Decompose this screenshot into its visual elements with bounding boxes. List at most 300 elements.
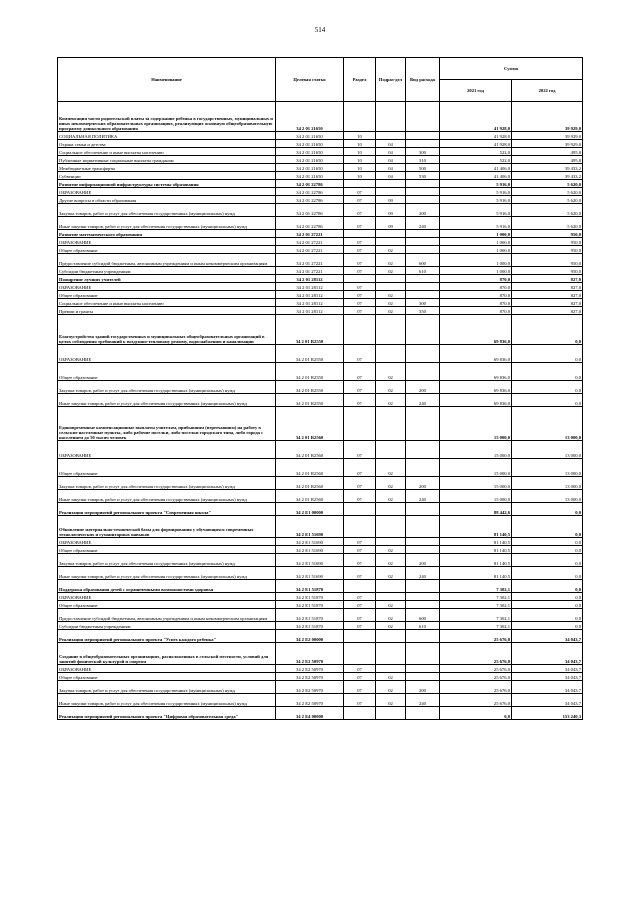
table-row <box>58 381 583 394</box>
table-row <box>58 196 583 204</box>
table-row <box>58 140 583 148</box>
row-code: 34 2 01 21650 <box>276 164 344 172</box>
row-section <box>344 230 376 238</box>
table-row <box>58 164 583 172</box>
table-row <box>58 441 583 459</box>
table-row <box>58 246 583 254</box>
row-section: 07 <box>344 394 376 407</box>
row-code: 34 2 01 28112 <box>276 291 344 299</box>
row-subsection: 02 <box>376 394 406 407</box>
row-sum-2022: 0,0 <box>512 394 583 407</box>
table-row <box>58 593 583 601</box>
table-row <box>58 291 583 299</box>
header-section: Раздел <box>344 58 376 102</box>
table-row <box>58 204 583 217</box>
row-sum-2021: 1 000,0 <box>440 254 512 267</box>
row-expense-type <box>406 630 440 643</box>
row-sum-2021: 69 836,0 <box>440 345 512 363</box>
row-sum-2022: 950,0 <box>512 267 583 275</box>
row-code: 34 2 01 R2550 <box>276 363 344 381</box>
row-sum-2021: 15 000,0 <box>440 477 512 490</box>
row-sum-2022: 0,0 <box>512 593 583 601</box>
row-sum-2022: 0,0 <box>512 567 583 580</box>
row-sum-2021: 7 302,1 <box>440 580 512 593</box>
row-name: ОБРАЗОВАНИЕ <box>58 593 276 601</box>
header-year-2021: 2021 год <box>440 80 512 102</box>
row-expense-type: 200 <box>406 477 440 490</box>
row-subsection <box>376 275 406 283</box>
row-code: 34 2 01 R2560 <box>276 441 344 459</box>
row-section <box>344 516 376 538</box>
row-code: 34 2 01 22786 <box>276 196 344 204</box>
row-sum-2022: 0,0 <box>512 609 583 622</box>
row-section: 07 <box>344 694 376 707</box>
row-name: Иные закупки товаров, работ и услуг для обеспечения государственных (муниципальных) нужд <box>58 567 276 580</box>
row-expense-type <box>406 546 440 554</box>
table-row <box>58 681 583 694</box>
table-row <box>58 601 583 609</box>
row-section: 07 <box>344 381 376 394</box>
row-name: Создание в общеобразовательных организациях, расположенных в сельской местности, условий для занятий физической культурой и спортом <box>58 643 276 665</box>
row-section: 07 <box>344 554 376 567</box>
row-section: 07 <box>344 441 376 459</box>
row-expense-type <box>406 407 440 441</box>
row-subsection <box>376 441 406 459</box>
budget-table <box>57 57 583 720</box>
table-row <box>58 567 583 580</box>
row-sum-2021: 870,0 <box>440 291 512 299</box>
row-subsection: 02 <box>376 254 406 267</box>
row-sum-2022: 0,0 <box>512 601 583 609</box>
row-subsection <box>376 538 406 546</box>
row-expense-type <box>406 246 440 254</box>
row-name: Субвенции <box>58 172 276 180</box>
row-expense-type: 300 <box>406 299 440 307</box>
row-section: 07 <box>344 593 376 601</box>
table-row <box>58 554 583 567</box>
row-sum-2022: 0,0 <box>512 381 583 394</box>
row-sum-2022: 950,0 <box>512 230 583 238</box>
row-sum-2022: 39 929,0 <box>512 140 583 148</box>
row-sum-2021: 41 928,0 <box>440 102 512 132</box>
row-subsection <box>376 345 406 363</box>
row-expense-type <box>406 345 440 363</box>
row-section: 07 <box>344 477 376 490</box>
row-expense-type <box>406 707 440 720</box>
row-sum-2022: 950,0 <box>512 254 583 267</box>
row-sum-2021: 5 916,0 <box>440 204 512 217</box>
table-row <box>58 132 583 140</box>
row-code: 34 2 01 22786 <box>276 204 344 217</box>
table-row <box>58 643 583 665</box>
row-sum-2022: 0,0 <box>512 538 583 546</box>
row-code: 34 2 01 28112 <box>276 307 344 315</box>
row-sum-2021: 5 916,0 <box>440 196 512 204</box>
table-row <box>58 275 583 283</box>
row-expense-type <box>406 673 440 681</box>
table-row <box>58 307 583 315</box>
row-sum-2022: 0,0 <box>512 315 583 345</box>
row-sum-2021: 5 916,0 <box>440 217 512 230</box>
row-expense-type <box>406 503 440 516</box>
row-name: Общее образование <box>58 291 276 299</box>
table-row <box>58 254 583 267</box>
row-sum-2021: 25 676,0 <box>440 681 512 694</box>
table-row <box>58 503 583 516</box>
row-expense-type <box>406 140 440 148</box>
row-subsection <box>376 665 406 673</box>
row-expense-type: 600 <box>406 254 440 267</box>
row-section <box>344 180 376 188</box>
row-code: 34 2 E1 51870 <box>276 580 344 593</box>
row-name: Иные закупки товаров, работ и услуг для обеспечения государственных (муниципальных) нужд <box>58 217 276 230</box>
table-row <box>58 580 583 593</box>
row-subsection: 02 <box>376 381 406 394</box>
row-code: 34 2 01 22786 <box>276 217 344 230</box>
row-sum-2021: 69 836,0 <box>440 315 512 345</box>
row-subsection: 02 <box>376 546 406 554</box>
table-row <box>58 172 583 180</box>
row-subsection <box>376 238 406 246</box>
row-section: 07 <box>344 609 376 622</box>
row-expense-type <box>406 665 440 673</box>
row-expense-type <box>406 188 440 196</box>
row-subsection: 02 <box>376 307 406 315</box>
row-section: 07 <box>344 345 376 363</box>
table-row <box>58 459 583 477</box>
row-sum-2022: 5 620,0 <box>512 196 583 204</box>
row-sum-2022: 0,0 <box>512 516 583 538</box>
row-code: 34 2 01 28112 <box>276 275 344 283</box>
page-number: 514 <box>314 26 326 34</box>
row-expense-type: 350 <box>406 307 440 315</box>
row-sum-2021: 7 302,1 <box>440 593 512 601</box>
row-name: Закупка товаров, работ и услуг для обеспечения государственных (муниципальных) нужд <box>58 554 276 567</box>
header-expense-type: Вид расхода <box>406 58 440 102</box>
row-section <box>344 630 376 643</box>
row-code: 34 2 01 27221 <box>276 254 344 267</box>
row-code: 34 2 01 R2550 <box>276 381 344 394</box>
row-name: Социальное обеспечение и иные выплаты населению <box>58 148 276 156</box>
row-name: Реализация мероприятий регионального проекта "Современная школа" <box>58 503 276 516</box>
row-subsection: 02 <box>376 490 406 503</box>
row-code: 34 2 E1 51690 <box>276 516 344 538</box>
row-expense-type <box>406 291 440 299</box>
row-name: ОБРАЗОВАНИЕ <box>58 441 276 459</box>
row-sum-2022: 13 000,0 <box>512 407 583 441</box>
row-sum-2021: 81 140,5 <box>440 554 512 567</box>
row-section <box>344 102 376 132</box>
row-sum-2022: 827,0 <box>512 283 583 291</box>
table-row <box>58 407 583 441</box>
row-sum-2022: 0,0 <box>512 546 583 554</box>
row-subsection: 02 <box>376 681 406 694</box>
table-row <box>58 546 583 554</box>
table-row <box>58 102 583 132</box>
row-subsection: 04 <box>376 156 406 164</box>
row-section: 07 <box>344 490 376 503</box>
row-expense-type: 600 <box>406 609 440 622</box>
row-sum-2022: 39 433,2 <box>512 172 583 180</box>
row-expense-type: 240 <box>406 694 440 707</box>
row-expense-type: 200 <box>406 204 440 217</box>
row-section: 10 <box>344 156 376 164</box>
row-subsection <box>376 516 406 538</box>
row-sum-2022: 827,0 <box>512 299 583 307</box>
row-section: 07 <box>344 238 376 246</box>
row-sum-2021: 81 140,5 <box>440 567 512 580</box>
row-sum-2021: 69 836,0 <box>440 381 512 394</box>
row-sum-2021: 7 302,1 <box>440 609 512 622</box>
row-code: 34 2 E1 51870 <box>276 593 344 601</box>
table-body <box>58 102 583 720</box>
row-section: 07 <box>344 204 376 217</box>
row-code: 34 2 01 21650 <box>276 102 344 132</box>
row-expense-type: 500 <box>406 164 440 172</box>
row-subsection: 04 <box>376 140 406 148</box>
row-code: 34 2 01 27221 <box>276 246 344 254</box>
row-expense-type <box>406 363 440 381</box>
row-code: 34 2 E2 50970 <box>276 694 344 707</box>
row-name: Закупка товаров, работ и услуг для обеспечения государственных (муниципальных) нужд <box>58 204 276 217</box>
row-expense-type <box>406 132 440 140</box>
table-row <box>58 299 583 307</box>
row-name: Социальное обеспечение и иные выплаты населению <box>58 299 276 307</box>
row-section: 07 <box>344 665 376 673</box>
row-subsection: 02 <box>376 299 406 307</box>
row-name: Реализация мероприятий регионального проекта "Цифровая образовательная среда" <box>58 707 276 720</box>
row-name: Общее образование <box>58 601 276 609</box>
row-sum-2021: 81 140,5 <box>440 546 512 554</box>
row-section: 07 <box>344 246 376 254</box>
row-code: 34 2 01 22786 <box>276 180 344 188</box>
row-code: 34 2 01 28112 <box>276 299 344 307</box>
row-code: 34 2 01 R2560 <box>276 459 344 477</box>
row-sum-2022: 13 000,0 <box>512 490 583 503</box>
table-row <box>58 622 583 630</box>
row-code: 34 2 01 22786 <box>276 188 344 196</box>
table-row <box>58 538 583 546</box>
row-subsection <box>376 180 406 188</box>
row-section: 07 <box>344 299 376 307</box>
row-name: Закупка товаров, работ и услуг для обеспечения государственных (муниципальных) нужд <box>58 477 276 490</box>
row-section: 10 <box>344 172 376 180</box>
header-sum: Сумма <box>440 58 583 80</box>
row-name: Иные закупки товаров, работ и услуг для обеспечения государственных (муниципальных) нужд <box>58 490 276 503</box>
row-subsection: 02 <box>376 267 406 275</box>
row-name: ОБРАЗОВАНИЕ <box>58 345 276 363</box>
row-code: 34 2 01 R2550 <box>276 345 344 363</box>
row-section: 07 <box>344 291 376 299</box>
row-sum-2021: 870,0 <box>440 275 512 283</box>
row-section <box>344 275 376 283</box>
table-row <box>58 394 583 407</box>
row-section: 10 <box>344 132 376 140</box>
row-section <box>344 407 376 441</box>
row-sum-2022: 34 043,7 <box>512 630 583 643</box>
row-sum-2022: 5 620,0 <box>512 204 583 217</box>
row-expense-type: 240 <box>406 490 440 503</box>
row-sum-2021: 1 000,0 <box>440 267 512 275</box>
row-code: 34 2 01 27221 <box>276 267 344 275</box>
row-name: Общее образование <box>58 459 276 477</box>
table-row <box>58 363 583 381</box>
row-sum-2021: 15 000,0 <box>440 441 512 459</box>
row-section <box>344 315 376 345</box>
row-sum-2021: 69 836,0 <box>440 363 512 381</box>
row-sum-2022: 950,0 <box>512 246 583 254</box>
row-section: 07 <box>344 681 376 694</box>
row-subsection <box>376 132 406 140</box>
row-name: Компенсация части родительской платы за содержание ребенка в государственных, муниципальных и иных некоммерческих образовательных организациях, реализующих основную общеобразовательную программу дошкольного образования <box>58 102 276 132</box>
row-name: Другие вопросы в области образования <box>58 196 276 204</box>
row-name: Публичные нормативные социальные выплаты гражданам <box>58 156 276 164</box>
row-sum-2022: 39 929,0 <box>512 102 583 132</box>
row-sum-2021: 25 676,0 <box>440 665 512 673</box>
table-row <box>58 609 583 622</box>
row-subsection <box>376 503 406 516</box>
row-sum-2021: 25 676,0 <box>440 643 512 665</box>
row-code: 34 2 E1 51870 <box>276 622 344 630</box>
row-section: 07 <box>344 673 376 681</box>
row-subsection: 02 <box>376 601 406 609</box>
row-name: Иные закупки товаров, работ и услуг для обеспечения государственных (муниципальных) нужд <box>58 394 276 407</box>
row-sum-2021: 25 676,0 <box>440 694 512 707</box>
row-name: Поддержка образования детей с ограниченными возможностями здоровья <box>58 580 276 593</box>
row-code: 34 2 01 27221 <box>276 230 344 238</box>
table-row <box>58 315 583 345</box>
row-subsection <box>376 102 406 132</box>
row-code: 34 2 E1 51870 <box>276 601 344 609</box>
row-subsection: 02 <box>376 246 406 254</box>
row-subsection <box>376 580 406 593</box>
table-row <box>58 267 583 275</box>
row-sum-2021: 41 928,0 <box>440 140 512 148</box>
row-code: 34 2 01 21650 <box>276 172 344 180</box>
row-sum-2021: 15 000,0 <box>440 459 512 477</box>
row-subsection <box>376 315 406 345</box>
row-name: Общее образование <box>58 246 276 254</box>
table-row <box>58 230 583 238</box>
row-subsection: 09 <box>376 204 406 217</box>
row-sum-2022: 13 000,0 <box>512 441 583 459</box>
row-sum-2021: 0,0 <box>440 707 512 720</box>
row-section: 10 <box>344 140 376 148</box>
row-expense-type: 240 <box>406 567 440 580</box>
row-name: Иные закупки товаров, работ и услуг для обеспечения государственных (муниципальных) нужд <box>58 694 276 707</box>
row-sum-2022: 0,0 <box>512 345 583 363</box>
row-sum-2021: 15 000,0 <box>440 407 512 441</box>
row-sum-2022: 0,0 <box>512 554 583 567</box>
table-row <box>58 630 583 643</box>
row-sum-2021: 870,0 <box>440 283 512 291</box>
row-sum-2021: 15 000,0 <box>440 490 512 503</box>
row-sum-2022: 0,0 <box>512 580 583 593</box>
table-row <box>58 217 583 230</box>
row-code: 34 2 01 R2560 <box>276 407 344 441</box>
row-expense-type <box>406 643 440 665</box>
row-sum-2021: 1 000,0 <box>440 246 512 254</box>
row-name: Предоставление субсидий бюджетным, автономным учреждениям и иным некоммерческим организациям <box>58 609 276 622</box>
row-expense-type: 300 <box>406 148 440 156</box>
row-sum-2022: 0,0 <box>512 363 583 381</box>
table-row <box>58 238 583 246</box>
row-subsection: 02 <box>376 477 406 490</box>
row-name: Общее образование <box>58 363 276 381</box>
row-expense-type: 610 <box>406 622 440 630</box>
row-sum-2022: 34 043,7 <box>512 694 583 707</box>
row-expense-type <box>406 180 440 188</box>
row-section: 07 <box>344 254 376 267</box>
header-name: Наименование <box>58 58 276 102</box>
row-sum-2021: 88 442,6 <box>440 503 512 516</box>
row-section: 07 <box>344 622 376 630</box>
row-sum-2021: 81 140,5 <box>440 516 512 538</box>
row-sum-2021: 41 406,0 <box>440 172 512 180</box>
row-subsection: 02 <box>376 459 406 477</box>
row-expense-type: 310 <box>406 156 440 164</box>
row-sum-2021: 25 676,0 <box>440 630 512 643</box>
row-expense-type <box>406 102 440 132</box>
row-sum-2022: 39 929,0 <box>512 132 583 140</box>
table-row <box>58 283 583 291</box>
row-sum-2022: 827,0 <box>512 275 583 283</box>
row-subsection: 02 <box>376 363 406 381</box>
row-name: Закупка товаров, работ и услуг для обеспечения государственных (муниципальных) нужд <box>58 381 276 394</box>
row-section <box>344 707 376 720</box>
row-name: Межбюджетные трансферты <box>58 164 276 172</box>
row-name: Реализация мероприятий регионального проекта "Успех каждого ребенка" <box>58 630 276 643</box>
row-name: Охрана семьи и детства <box>58 140 276 148</box>
row-section: 07 <box>344 307 376 315</box>
row-sum-2021: 7 302,1 <box>440 622 512 630</box>
header-code: Целевая статья <box>276 58 344 102</box>
row-code: 34 2 01 21650 <box>276 148 344 156</box>
row-name: Премии и гранты <box>58 307 276 315</box>
row-subsection <box>376 630 406 643</box>
row-subsection <box>376 407 406 441</box>
header-year-2022: 2022 год <box>512 80 583 102</box>
table-row <box>58 148 583 156</box>
row-name: ОБРАЗОВАНИЕ <box>58 538 276 546</box>
row-sum-2022: 34 043,7 <box>512 665 583 673</box>
row-expense-type <box>406 601 440 609</box>
row-name: ОБРАЗОВАНИЕ <box>58 188 276 196</box>
row-code: 34 2 01 28112 <box>276 283 344 291</box>
row-expense-type: 530 <box>406 172 440 180</box>
row-code: 34 2 01 21650 <box>276 156 344 164</box>
row-subsection: 02 <box>376 673 406 681</box>
row-code: 34 2 01 21650 <box>276 132 344 140</box>
row-subsection: 04 <box>376 164 406 172</box>
row-sum-2021: 7 302,1 <box>440 601 512 609</box>
row-expense-type: 240 <box>406 217 440 230</box>
row-name: Развитие математического образования <box>58 230 276 238</box>
row-subsection: 09 <box>376 196 406 204</box>
row-section: 07 <box>344 188 376 196</box>
row-sum-2022: 13 000,0 <box>512 459 583 477</box>
row-section: 07 <box>344 546 376 554</box>
table-row <box>58 673 583 681</box>
row-sum-2022: 39 433,2 <box>512 164 583 172</box>
row-code: 34 2 E1 51690 <box>276 538 344 546</box>
row-code: 34 2 E1 51690 <box>276 546 344 554</box>
row-name: ОБРАЗОВАНИЕ <box>58 238 276 246</box>
row-sum-2021: 1 000,0 <box>440 238 512 246</box>
row-expense-type <box>406 538 440 546</box>
row-expense-type: 200 <box>406 381 440 394</box>
table-row <box>58 156 583 164</box>
